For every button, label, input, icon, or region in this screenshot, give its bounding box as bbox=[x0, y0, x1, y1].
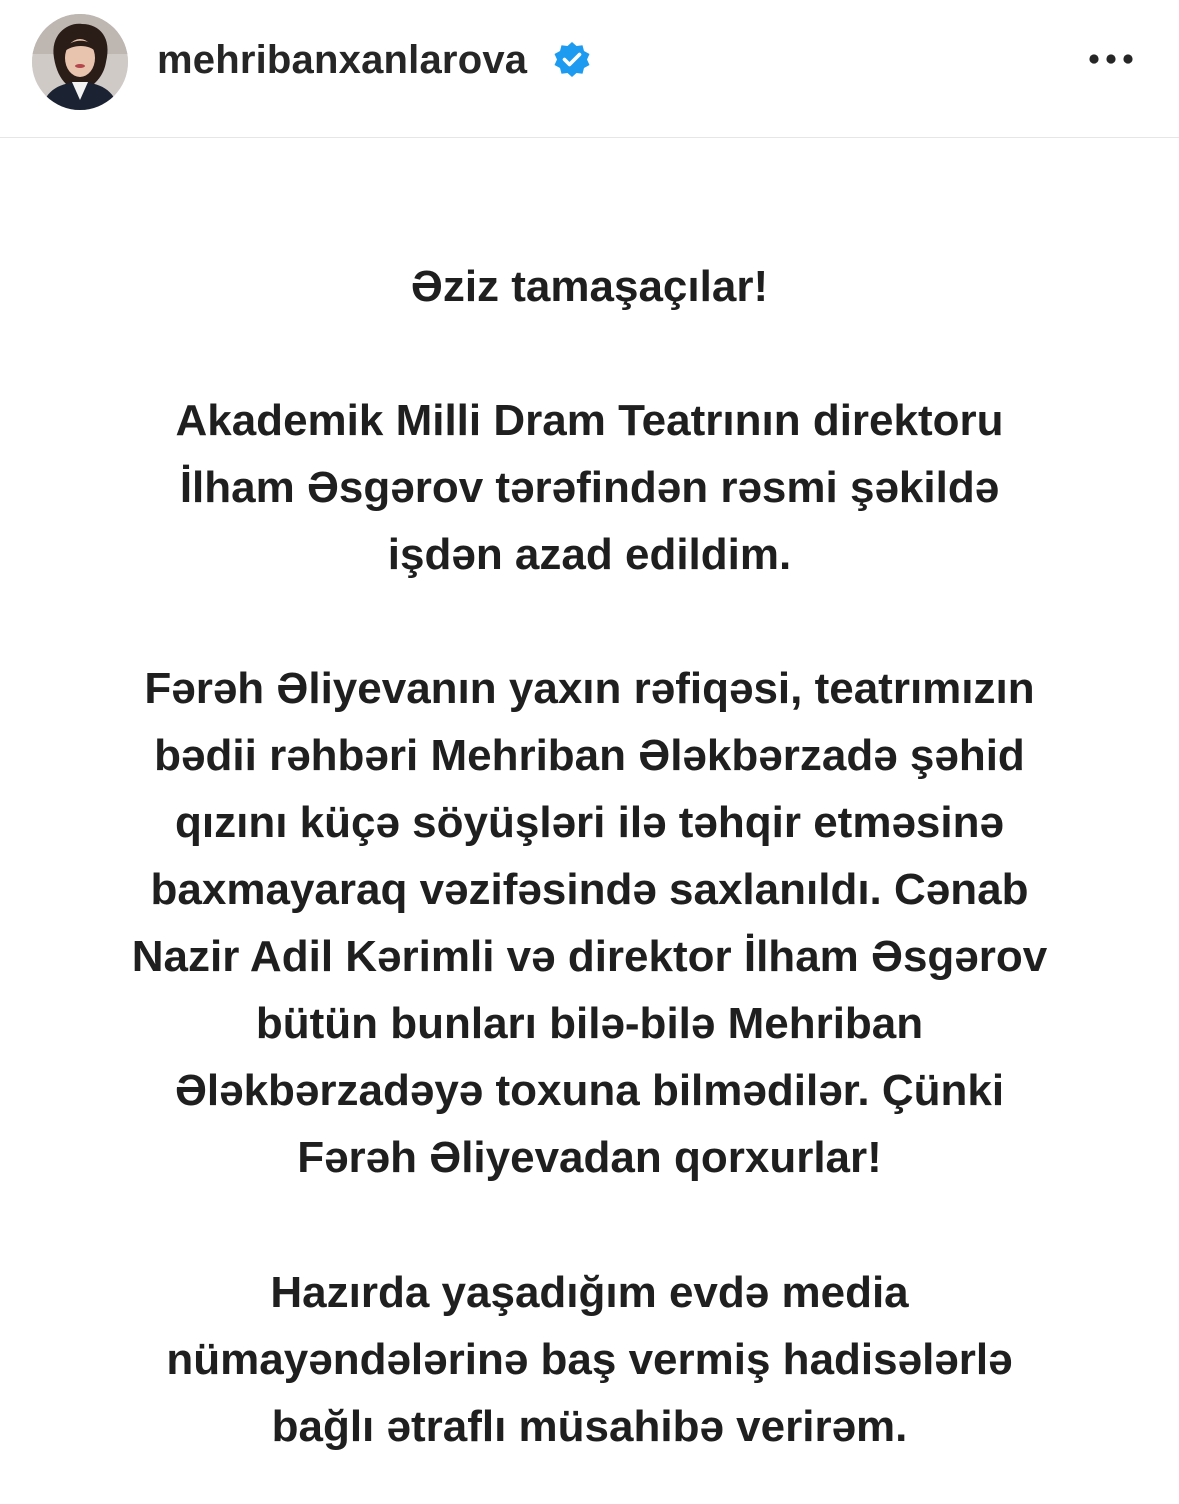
avatar-portrait-icon bbox=[32, 14, 128, 110]
greeting-line: Əziz tamaşaçılar! bbox=[410, 262, 769, 311]
text-line: İlham Əsgərov tərəfindən rəsmi şəkildə bbox=[179, 463, 1000, 512]
greeting-text bbox=[0, 253, 1179, 320]
text-line: baxmayaraq vəzifəsində saxlanıldı. Cənab bbox=[150, 865, 1029, 914]
profile-avatar[interactable] bbox=[32, 14, 128, 110]
text-line: Hazırda yaşadığım evdə media bbox=[270, 1268, 909, 1317]
text-line: bağlı ətraflı müsahibə verirəm. bbox=[271, 1402, 908, 1451]
text-line: Ələkbərzadəyə toxuna bilmədilər. Çünki bbox=[174, 1066, 1005, 1115]
text-line: qızını küçə söyüşləri ilə təhqir etməsinə bbox=[175, 798, 1004, 847]
verified-badge-icon bbox=[552, 40, 592, 80]
text-line: Nazir Adil Kərimli və direktor İlham Əsgərov bbox=[131, 932, 1048, 981]
text-line: nümayəndələrinə baş vermiş hadisələrlə bbox=[166, 1335, 1013, 1384]
more-horizontal-icon bbox=[1084, 42, 1144, 76]
more-options-button[interactable] bbox=[1084, 42, 1144, 76]
text-line: Fərəh Əliyevadan qorxurlar! bbox=[297, 1133, 882, 1182]
text-line: Fərəh Əliyevanın yaxın rəfiqəsi, teatrımızın bbox=[144, 664, 1035, 713]
profile-username[interactable]: mehribanxanlarova bbox=[157, 38, 528, 82]
text-line: işdən azad edildim. bbox=[387, 530, 792, 579]
text-line: bədii rəhbəri Mehriban Ələkbərzadə şəhid bbox=[154, 731, 1025, 780]
text-line: Akademik Milli Dram Teatrının direktoru bbox=[175, 396, 1004, 445]
text-line: bütün bunları bilə-bilə Mehriban bbox=[255, 999, 924, 1048]
post-image-text bbox=[0, 139, 1179, 1504]
paragraph-accusation bbox=[0, 655, 1179, 1191]
paragraph-interview bbox=[0, 1259, 1179, 1460]
paragraph-dismissal bbox=[0, 387, 1179, 588]
post-header bbox=[0, 0, 1179, 138]
